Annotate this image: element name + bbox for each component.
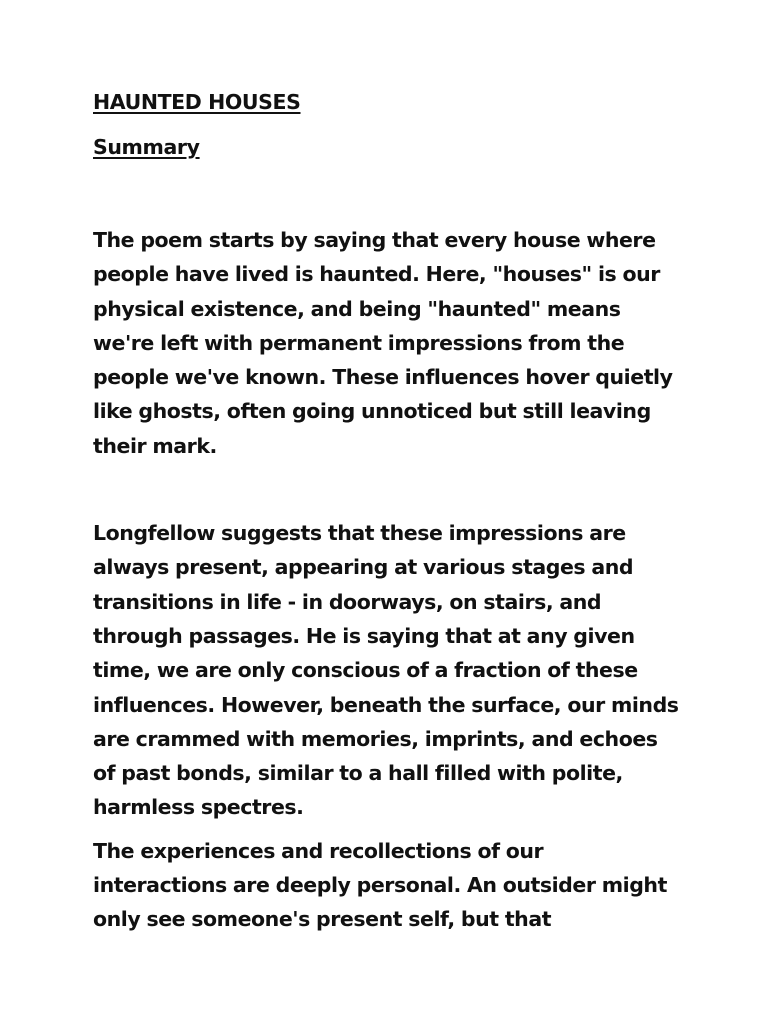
section-heading-summary: Summary	[93, 135, 200, 159]
document-page	[93, 88, 683, 937]
paragraph-2: Longfellow suggests that these impressions are always present, appearing at various stages and transitions in life - in doorways, on stairs, and through passages. He is saying that at any given time, we are only conscious of a fraction of these influences. However, beneath the surface, our minds are crammed with memories, imprints, and echoes of past bonds, similar to a hall filled with polite, harmless spectres.	[93, 521, 679, 820]
paragraph-1: The poem starts by saying that every house where people have lived is haunted. Here, "houses" is our physical existence, and being "haunted" means we're left with permanent impressions from the people we've known. These influences hover quietly like ghosts, often going unnoticed but still leaving their mark.	[93, 228, 673, 458]
paragraph-3: The experiences and recollections of our interactions are deeply personal. An outsider might only see someone's present self, but that	[93, 838, 667, 932]
document-title: HAUNTED HOUSES	[93, 90, 301, 114]
